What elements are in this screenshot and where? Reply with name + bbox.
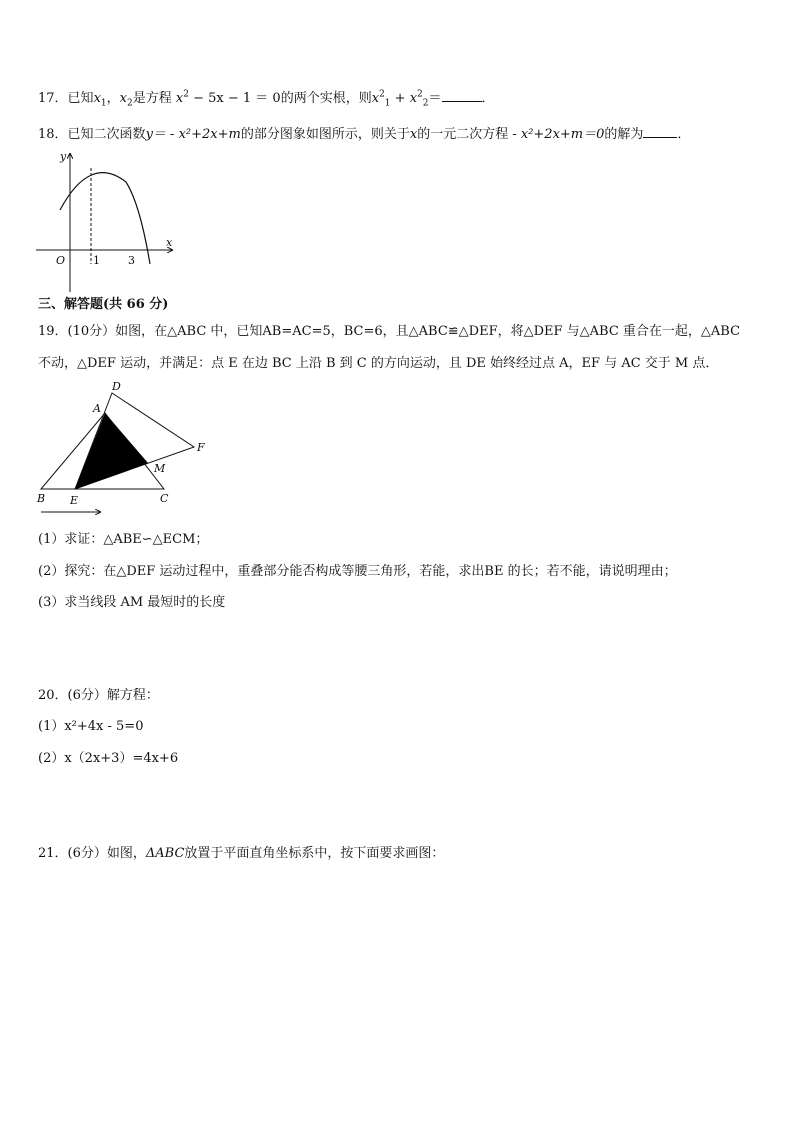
question-21: 21．(6分）如图，ΔABC放置于平面直角坐标系中，按下面要求画图： <box>38 846 445 861</box>
label-A: A <box>93 402 101 415</box>
question-20-part2: (2）x（2x+3）=4x+6 <box>38 751 179 766</box>
label-one: 1 <box>93 254 100 267</box>
label-E: E <box>70 494 79 507</box>
answer-blank-18[interactable] <box>643 125 677 138</box>
label-M: M <box>154 462 166 475</box>
label-F: F <box>197 441 205 454</box>
label-origin: O <box>56 254 66 267</box>
question-19-line1: 19．(10分）如图，在△ABC 中，已知AB=AC=5，BC=6，且△ABC≌△DEF，将△DEF 与△ABC 重合在一起，△ABC <box>38 324 741 339</box>
question-18: 18．已知二次函数y＝ - x²+2x+m的部分图象如图所示，则关于x的一元二次方程 - x²+2x+m＝0的解为 ． <box>38 127 691 142</box>
question-20-part1: (1）x²+4x - 5=0 <box>38 719 144 734</box>
question-19-part2: (2）探究：在△DEF 运动过程中，重叠部分能否构成等腰三角形，若能，求出BE 的长；若不能，请说明理由； <box>38 564 677 579</box>
question-19-line2: 不动，△DEF 运动，并满足：点 E 在边 BC 上沿 B 到 C 的方向运动，且 DE 始终经过点 A，EF 与 AC 交于 M 点． <box>38 356 719 371</box>
label-D: D <box>112 380 121 393</box>
label-three: 3 <box>128 254 135 267</box>
label-B: B <box>37 492 46 505</box>
question-19-part3: (3）求当线段 AM 最短时的长度 <box>38 595 226 610</box>
overlap-region <box>75 413 148 489</box>
question-17: 17．已知$x_1$，$x_2$是方程 $x^2 - 5x - 1 = 0$的两个实根，则$x^2_1 + x^2_2=$ ． <box>38 89 495 109</box>
label-C: C <box>160 492 169 505</box>
triangle-figure <box>34 380 224 520</box>
answer-blank-17[interactable] <box>442 89 482 102</box>
question-19-part1: (1）求证：△ABE∽△ECM； <box>38 532 209 547</box>
parabola-graph <box>36 146 186 296</box>
section-heading: 三、解答题(共 66 分) <box>38 297 169 312</box>
question-20-title: 20．(6分）解方程： <box>38 688 159 703</box>
label-y: y <box>60 150 67 163</box>
label-x: x <box>166 236 173 249</box>
